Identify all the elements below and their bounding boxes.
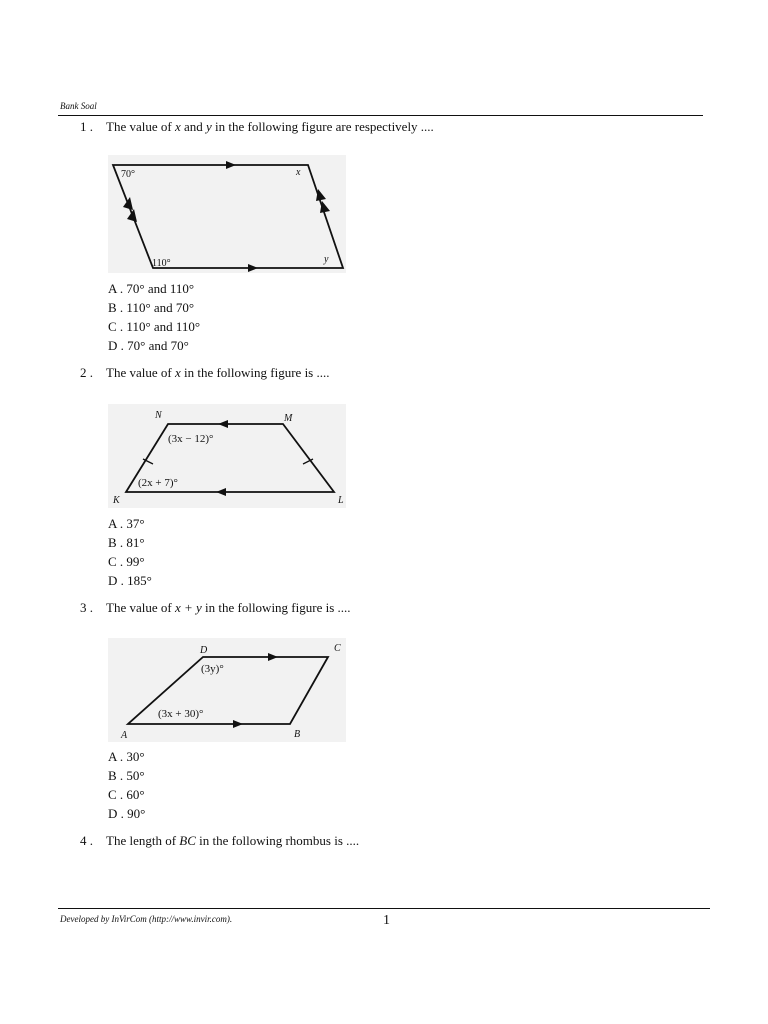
question-number: 4 .: [80, 833, 93, 848]
answer-option-c[interactable]: C . 60°: [108, 787, 145, 802]
question-number: 1 .: [80, 119, 93, 134]
footer-divider: [58, 908, 710, 909]
question-3: [80, 600, 351, 616]
answer-option-b[interactable]: B . 50°: [108, 768, 145, 783]
angle-label: (3x + 30)°: [158, 708, 204, 720]
question-text: in the following figure is ....: [201, 600, 351, 615]
question-4: [80, 833, 359, 849]
question-1: [80, 119, 434, 135]
vertex-label: M: [284, 413, 293, 424]
figure-q3-parallelogram: [108, 638, 346, 742]
arrow-marker: [233, 720, 243, 728]
question-number: 3 .: [80, 600, 93, 615]
angle-label: 70°: [121, 169, 135, 180]
answer-option-c[interactable]: C . 99°: [108, 554, 145, 569]
vertex-label: C: [334, 643, 341, 654]
answer-option-a[interactable]: A . 30°: [108, 749, 145, 764]
vertex-label: B: [294, 729, 301, 740]
arrow-marker: [268, 653, 278, 661]
answer-option-b[interactable]: B . 110° and 70°: [108, 300, 195, 315]
arrow-marker: [216, 488, 226, 496]
header-label: Bank Soal: [60, 101, 97, 111]
vertex-label: D: [200, 645, 208, 656]
question-text: The value of: [106, 365, 175, 380]
math-variable: x + y: [174, 600, 202, 615]
angle-label: x: [296, 167, 301, 178]
answer-option-d[interactable]: D . 90°: [108, 806, 146, 821]
figure-q1-parallelogram: [108, 155, 346, 273]
double-arrow-marker: [127, 209, 137, 222]
double-arrow-marker: [123, 197, 133, 210]
question-text: The value of: [106, 119, 175, 134]
arrow-marker: [218, 420, 228, 428]
math-variable: BC: [179, 833, 196, 848]
vertex-label: L: [338, 495, 344, 506]
options-q3: [108, 747, 145, 823]
answer-option-b[interactable]: B . 81°: [108, 535, 145, 550]
angle-label: 110°: [152, 258, 171, 269]
math-variable: x: [174, 119, 181, 134]
arrow-marker: [226, 161, 236, 169]
question-text: The length of: [106, 833, 180, 848]
angle-label: y: [324, 254, 329, 265]
question-number: 2 .: [80, 365, 93, 380]
question-text: in the following figure are respectively ....: [211, 119, 434, 134]
question-text: in the following figure is ....: [180, 365, 330, 380]
question-text: The value of: [106, 600, 175, 615]
footer-credit: Developed by InVirCom (http://www.invir.com).: [60, 914, 233, 924]
arrow-marker: [248, 264, 258, 272]
page-number: 1: [383, 913, 390, 928]
question-2: [80, 365, 330, 381]
vertex-label: K: [113, 495, 120, 506]
answer-option-c[interactable]: C . 110° and 110°: [108, 319, 201, 334]
angle-label: (2x + 7)°: [138, 477, 178, 489]
parallelogram-shape: [113, 165, 343, 268]
figure-q2-trapezoid: [108, 404, 346, 508]
vertex-label: N: [155, 410, 162, 421]
answer-option-a[interactable]: A . 37°: [108, 516, 145, 531]
header-divider: [58, 115, 703, 116]
angle-label: (3y)°: [201, 663, 224, 675]
vertex-label: A: [121, 730, 128, 741]
math-variable: x: [174, 365, 181, 380]
options-q1: [108, 279, 200, 355]
math-variable: y: [206, 119, 212, 134]
answer-option-a[interactable]: A . 70° and 110°: [108, 281, 195, 296]
angle-label: (3x − 12)°: [168, 433, 214, 445]
answer-option-d[interactable]: D . 185°: [108, 573, 152, 588]
options-q2: [108, 514, 152, 590]
answer-option-d[interactable]: D . 70° and 70°: [108, 338, 189, 353]
question-text: in the following rhombus is ....: [195, 833, 360, 848]
question-text: and: [180, 119, 207, 134]
